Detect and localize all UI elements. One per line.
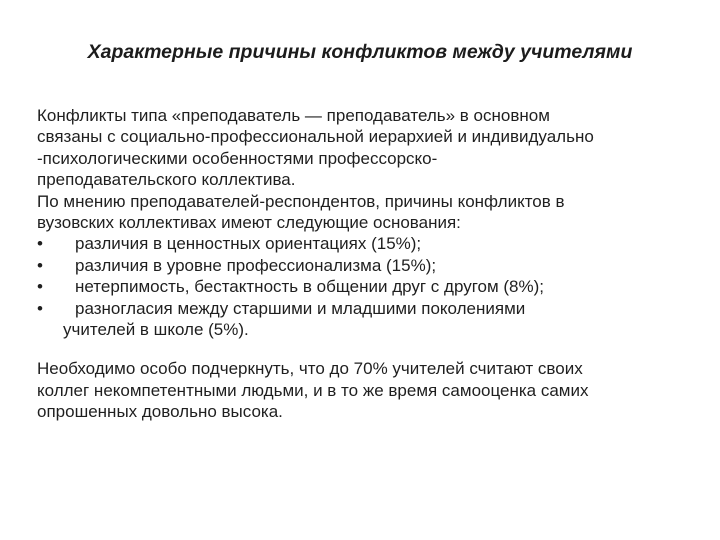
reasons-list <box>37 233 697 340</box>
bullet-text: различия в ценностных ориентациях (15%); <box>75 234 422 254</box>
bullet-text-continuation: учителей в школе (5%). <box>63 320 249 340</box>
intro-line: связаны с социально-профессиональной иерархией и индивидуально <box>37 127 594 147</box>
bullet-icon: • <box>37 255 43 275</box>
list-item <box>37 255 697 276</box>
list-item <box>37 276 697 297</box>
conclusion-line: Необходимо особо подчеркнуть, что до 70% учителей считают своих <box>37 359 583 379</box>
bullet-text: нетерпимость, бестактность в общении друг с другом (8%); <box>75 277 545 297</box>
intro-line: Конфликты типа «преподаватель — преподаватель» в основном <box>37 106 550 125</box>
bullet-text: различия в уровне профессионализма (15%); <box>75 255 437 275</box>
conclusion-line: коллег некомпетентными людьми, и в то же время самооценка самих <box>37 380 589 400</box>
list-item <box>37 233 697 254</box>
slide-body <box>37 105 697 423</box>
bullet-icon: • <box>37 277 43 297</box>
conclusion-paragraph <box>37 358 697 422</box>
intro-paragraph <box>37 105 697 233</box>
intro-line: вузовских коллективах имеют следующие основания: <box>37 213 461 233</box>
list-item <box>37 298 697 341</box>
conclusion-line: опрошенных довольно высока. <box>37 402 283 422</box>
intro-line: По мнению преподавателей-респондентов, причины конфликтов в <box>37 191 565 211</box>
bullet-icon: • <box>37 234 43 254</box>
intro-line: преподавательского коллектива. <box>37 170 296 190</box>
intro-line: -психологическими особенностями профессорско- <box>37 148 438 168</box>
slide-title: Характерные причины конфликтов между учителями <box>87 41 633 63</box>
bullet-icon: • <box>37 298 43 318</box>
bullet-text: разногласия между старшими и младшими поколениями <box>75 298 526 318</box>
